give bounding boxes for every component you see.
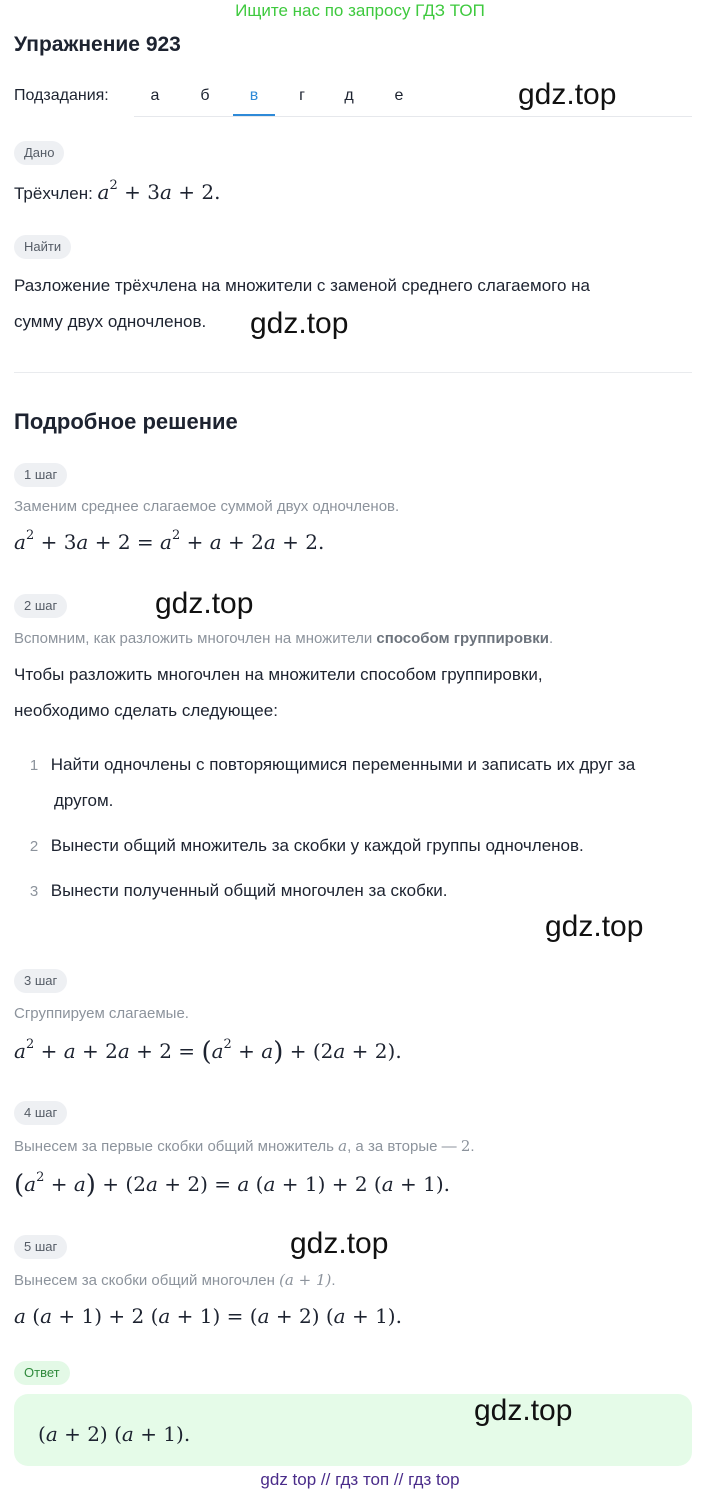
list-number: 2 [29, 838, 39, 855]
divider [14, 372, 692, 373]
given-formula: $a^2 + 3a + 2$. [97, 178, 221, 204]
list-item-continuation: другом. [54, 791, 114, 810]
tab-v[interactable]: в [233, 78, 275, 116]
list-text: Найти одночлены с повторяющимися переменными и записать их друг за [50, 755, 636, 774]
footer-links[interactable]: gdz top // гдз топ // гдз top [260, 1470, 460, 1489]
step-2-text-1: Чтобы разложить многочлен на множители способом группировки, [14, 665, 543, 684]
tab-e[interactable]: е [394, 87, 404, 104]
watermark: gdz.top [545, 910, 644, 943]
step-4-note-a: Вынесем за первые скобки общий множитель [14, 1138, 339, 1155]
solution-heading: Подробное решение [14, 409, 238, 434]
answer-chip: Ответ [14, 1361, 70, 1385]
step-4-note-num: 2 [460, 1137, 471, 1155]
tab-a[interactable]: а [150, 87, 160, 104]
list-text: Вынести полученный общий многочлен за скобки. [50, 881, 448, 900]
step-4-note-b: , а за вторые — [347, 1138, 461, 1155]
step-4-chip: 4 шаг [14, 1101, 67, 1125]
step-2-note-text: Вспомним, как разложить многочлен на множители [14, 630, 377, 647]
step-2-text-2: необходимо сделать следующее: [14, 701, 278, 720]
list-item [26, 747, 635, 784]
find-line-1: Разложение трёхчлена на множители с заменой среднего слагаемого на [14, 276, 590, 295]
step-1-formula: $a^2 + 3a + 2 = a^2 + a + 2a + 2$. [14, 528, 325, 554]
step-1-note: Заменим среднее слагаемое суммой двух одночленов. [14, 498, 400, 515]
given-text [14, 174, 220, 212]
search-banner: Ищите нас по запросу ГДЗ ТОП [235, 1, 485, 20]
watermark: gdz.top [474, 1394, 573, 1427]
step-5-formula: a (a + 1) + 2 (a + 1) = (a + 2) (a + 1). [14, 1304, 402, 1328]
list-item [26, 873, 448, 910]
step-5-note [14, 1271, 336, 1289]
watermark: gdz.top [250, 307, 349, 340]
list-text: Вынести общий множитель за скобки у каждой группы одночленов. [50, 836, 584, 855]
find-line-2: сумму двух одночленов. [14, 312, 207, 331]
step-4-formula: $(a^2 + a) + (2a + 2) = a$ (a + 1) + 2 (a + 1). [14, 1170, 451, 1200]
step-4-note-end: . [470, 1138, 475, 1155]
step-2-note [14, 630, 553, 647]
given-label: Трёхчлен: [14, 184, 98, 203]
step-3-formula: $a^2 + a + 2a + 2 = (a^2 + a) + (2a + 2)$. [14, 1037, 402, 1067]
step-3-note: Сгруппируем слагаемые. [14, 1005, 189, 1022]
tab-d[interactable]: д [344, 87, 354, 104]
subtasks-label: Подзадания: [14, 87, 109, 104]
find-chip: Найти [14, 235, 71, 259]
list-number: 1 [29, 757, 39, 774]
step-5-note-a: Вынесем за скобки общий многочлен [14, 1272, 280, 1289]
page-title: Упражнение 923 [14, 33, 181, 56]
step-2-note-end: . [548, 630, 554, 647]
list-item [26, 828, 584, 865]
step-5-note-math: (a + 1) [279, 1271, 332, 1289]
step-5-note-end: . [331, 1272, 336, 1289]
step-3-chip: 3 шаг [14, 969, 67, 993]
tab-g[interactable]: г [299, 87, 305, 104]
answer-formula: (a + 2) (a + 1). [38, 1422, 191, 1446]
given-chip: Дано [14, 141, 64, 165]
watermark: gdz.top [518, 78, 617, 111]
tab-b[interactable]: б [200, 87, 210, 104]
step-4-note [14, 1137, 475, 1155]
list-number: 3 [29, 883, 39, 900]
step-5-chip: 5 шаг [14, 1235, 67, 1259]
step-1-chip: 1 шаг [14, 463, 67, 487]
step-2-chip: 2 шаг [14, 594, 67, 618]
watermark: gdz.top [155, 587, 254, 620]
watermark: gdz.top [290, 1227, 389, 1260]
step-2-note-bold: способом группировки [376, 630, 549, 647]
step-4-note-var: a [338, 1137, 348, 1155]
